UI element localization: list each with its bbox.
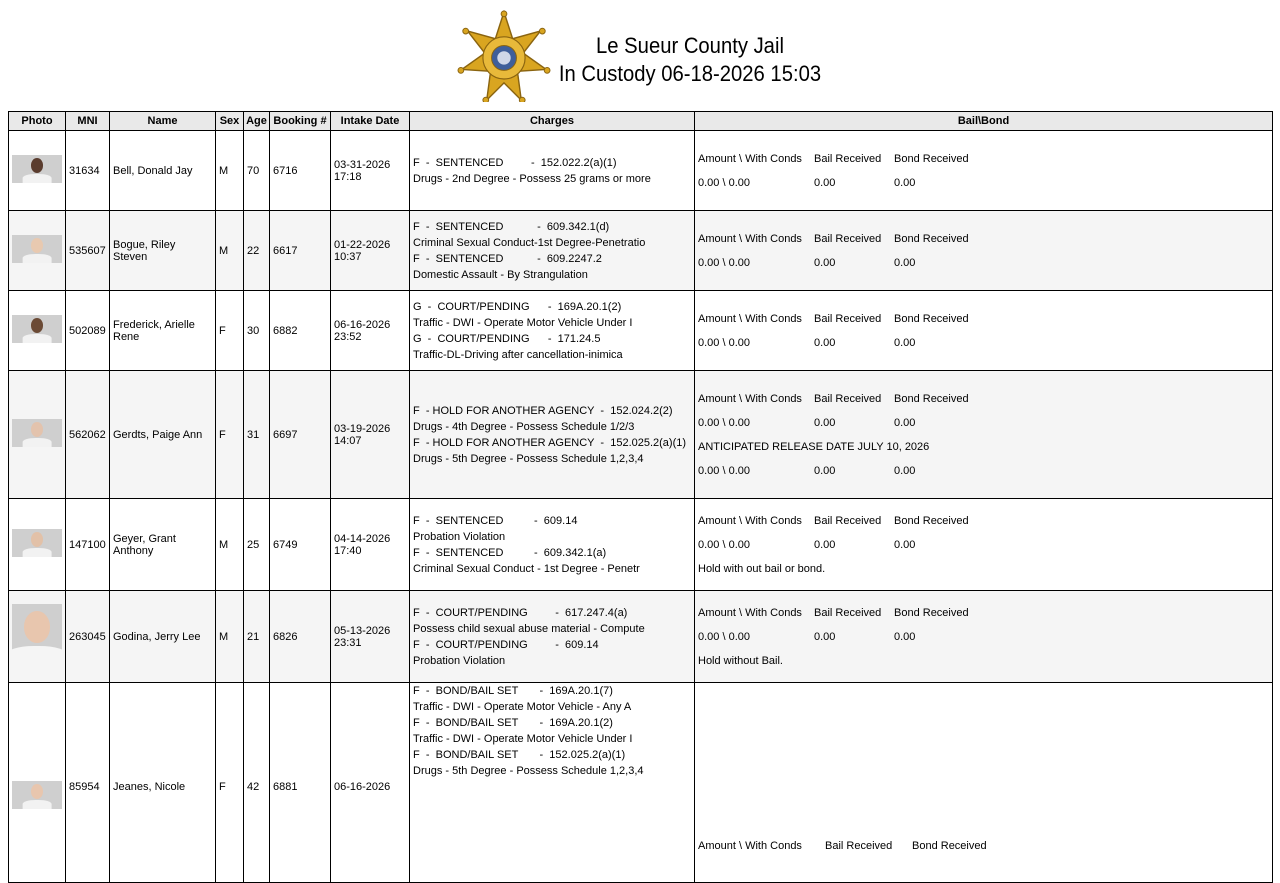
mni-cell: 263045: [66, 591, 110, 683]
bail-value-row: [698, 171, 1269, 195]
booking-cell: 6749: [270, 499, 331, 591]
bail-value-row: [698, 459, 1269, 483]
photo-cell: [9, 499, 66, 591]
age-cell: 21: [244, 591, 270, 683]
bail-note: ANTICIPATED RELEASE DATE JULY 10, 2026: [698, 440, 930, 453]
charge-status: F - BOND/BAIL SET - 169A.20.1(2): [413, 717, 613, 729]
bail-received-value: 0.00: [814, 630, 836, 643]
sex-cell: M: [216, 591, 244, 683]
bail-received-label: Bail Received: [825, 839, 893, 852]
photo-cell: [9, 291, 66, 371]
page-title: [543, 32, 837, 88]
bail-header-row: [698, 509, 1269, 533]
intake-date: 06-16-2026: [334, 318, 391, 331]
bail-bond-cell: [695, 591, 1273, 683]
bail-received-value: 0.00: [814, 176, 836, 189]
amount-label: Amount \ With Conds: [698, 606, 802, 619]
age-cell: 30: [244, 291, 270, 371]
bail-received-value: 0.00: [814, 336, 836, 349]
sex-cell: M: [216, 131, 244, 211]
charge-description: Traffic - DWI - Operate Motor Vehicle Under I: [413, 733, 633, 745]
bond-received-value: 0.00: [894, 256, 916, 269]
amount-label: Amount \ With Conds: [698, 392, 802, 405]
bail-value-row: [698, 331, 1269, 355]
col-bail-bond: Bail\Bond: [695, 112, 1273, 131]
charge-description: Drugs - 4th Degree - Possess Schedule 1/2/3: [413, 420, 635, 433]
bail-value-row: [698, 251, 1269, 275]
intake-date: 03-19-2026: [334, 422, 391, 435]
charge-description: Traffic-DL-Driving after cancellation-inimica: [413, 348, 623, 361]
bail-received-value: 0.00: [814, 256, 836, 269]
bond-received-value: 0.00: [894, 464, 916, 477]
charges-cell: [410, 131, 695, 211]
bail-header-row: [698, 387, 1269, 411]
bail-received-value: 0.00: [814, 416, 836, 429]
table-row: [9, 591, 1273, 683]
amount-label: Amount \ With Conds: [698, 152, 802, 165]
intake-time: 17:18: [334, 170, 362, 183]
charge-description: Possess child sexual abuse material - Compute: [413, 622, 645, 635]
bail-value-row: [698, 625, 1269, 649]
sex-cell: M: [216, 211, 244, 291]
booking-cell: 6697: [270, 371, 331, 499]
bail-received-label: Bail Received: [814, 232, 882, 245]
charge-description: Drugs - 5th Degree - Possess Schedule 1,2,3,4: [413, 452, 644, 465]
name-cell: Jeanes, Nicole: [110, 683, 216, 883]
sheriff-star-badge-icon: [456, 10, 552, 102]
charge-status: F - SENTENCED - 609.2247.2: [413, 252, 602, 265]
intake-time: 14:07: [334, 434, 362, 447]
charge-status: F - BOND/BAIL SET - 152.025.2(a)(1): [413, 749, 626, 761]
bail-header-row: [698, 227, 1269, 251]
amount-label: Amount \ With Conds: [698, 839, 802, 852]
intake-time: 23:52: [334, 330, 362, 343]
amount-value: 0.00 \ 0.00: [698, 256, 750, 269]
charge-description: Probation Violation: [413, 530, 506, 543]
charges-cell: [410, 683, 695, 883]
photo-cell: [9, 211, 66, 291]
sex-cell: F: [216, 683, 244, 883]
amount-value: 0.00 \ 0.00: [698, 176, 750, 189]
mni-cell: 85954: [66, 683, 110, 883]
bail-value-row: [698, 411, 1269, 435]
intake-date: 06-16-2026: [334, 781, 391, 793]
inmate-photo[interactable]: [12, 235, 62, 263]
bail-note: Hold without Bail.: [698, 654, 783, 667]
name-cell: Frederick, Arielle Rene: [110, 291, 216, 371]
inmate-photo[interactable]: [12, 155, 62, 183]
bond-received-label: Bond Received: [894, 606, 969, 619]
age-cell: 25: [244, 499, 270, 591]
intake-date: 05-13-2026: [334, 624, 391, 637]
sex-cell: F: [216, 371, 244, 499]
charge-description: Criminal Sexual Conduct-1st Degree-Penetratio: [413, 236, 646, 249]
bail-received-label: Bail Received: [814, 392, 882, 405]
charge-description: Drugs - 5th Degree - Possess Schedule 1,2,3,4: [413, 765, 644, 777]
bail-received-value: 0.00: [814, 464, 836, 477]
mni-cell: 31634: [66, 131, 110, 211]
charge-status: F - SENTENCED - 609.14: [413, 514, 578, 527]
intake-time: 10:37: [334, 250, 362, 263]
inmate-photo[interactable]: [12, 604, 62, 666]
age-cell: 31: [244, 371, 270, 499]
bond-received-label: Bond Received: [894, 232, 969, 245]
name-cell: Geyer, Grant Anthony: [110, 499, 216, 591]
bail-received-label: Bail Received: [814, 152, 882, 165]
bail-bond-cell: [695, 131, 1273, 211]
bond-received-label: Bond Received: [912, 839, 987, 852]
bail-value-row: [698, 533, 1269, 557]
title-custody-date: In Custody 06-18-2026 15:03: [558, 61, 822, 86]
charges-cell: [410, 291, 695, 371]
title-jail-name: Le Sueur County Jail: [596, 33, 784, 58]
bond-received-value: 0.00: [894, 336, 916, 349]
charge-description: Traffic - DWI - Operate Motor Vehicle - Any A: [413, 701, 632, 713]
photo-cell: [9, 683, 66, 883]
intake-cell: [331, 591, 410, 683]
amount-value: 0.00 \ 0.00: [698, 336, 750, 349]
bail-header-row: [698, 147, 1269, 171]
charge-description: Criminal Sexual Conduct - 1st Degree - Penetr: [413, 562, 640, 575]
table-row: [9, 371, 1273, 499]
charge-status: F - HOLD FOR ANOTHER AGENCY - 152.025.2(a)(1): [413, 436, 687, 449]
intake-cell: [331, 291, 410, 371]
intake-cell: [331, 211, 410, 291]
bail-received-label: Bail Received: [814, 514, 882, 527]
table-row: [9, 683, 1273, 883]
bail-bond-cell: [695, 211, 1273, 291]
charge-status: F - SENTENCED - 609.342.1(a): [413, 546, 607, 559]
intake-time: 17:40: [334, 544, 362, 557]
booking-cell: 6826: [270, 591, 331, 683]
col-mni: MNI: [66, 112, 110, 131]
charge-status: F - HOLD FOR ANOTHER AGENCY - 152.024.2(2): [413, 404, 673, 417]
amount-value: 0.00 \ 0.00: [698, 464, 750, 477]
bail-header-row: [698, 307, 1269, 331]
mni-cell: 535607: [66, 211, 110, 291]
bond-received-label: Bond Received: [894, 312, 969, 325]
sex-cell: F: [216, 291, 244, 371]
col-age: Age: [244, 112, 270, 131]
inmate-photo[interactable]: [12, 315, 62, 343]
booking-cell: 6617: [270, 211, 331, 291]
inmate-roster-table: [8, 111, 1273, 883]
charge-status: F - SENTENCED - 152.022.2(a)(1): [413, 156, 617, 169]
amount-label: Amount \ With Conds: [698, 514, 802, 527]
col-name: Name: [110, 112, 216, 131]
charge-status: G - COURT/PENDING - 171.24.5: [413, 332, 601, 345]
photo-cell: [9, 131, 66, 211]
table-row: [9, 211, 1273, 291]
name-cell: Bogue, Riley Steven: [110, 211, 216, 291]
photo-cell: [9, 591, 66, 683]
bond-received-label: Bond Received: [894, 514, 969, 527]
bail-bond-cell: [695, 499, 1273, 591]
bail-bond-cell: [695, 291, 1273, 371]
bail-header-row: [698, 834, 1269, 858]
bond-received-label: Bond Received: [894, 152, 969, 165]
photo-cell: [9, 371, 66, 499]
table-row: [9, 291, 1273, 371]
charge-status: F - SENTENCED - 609.342.1(d): [413, 220, 610, 233]
intake-cell: [331, 683, 410, 883]
inmate-photo[interactable]: [12, 781, 62, 809]
col-photo: Photo: [9, 112, 66, 131]
intake-time: 23:31: [334, 636, 362, 649]
charges-cell: [410, 591, 695, 683]
age-cell: 42: [244, 683, 270, 883]
col-sex: Sex: [216, 112, 244, 131]
charges-cell: [410, 499, 695, 591]
name-cell: Godina, Jerry Lee: [110, 591, 216, 683]
bail-note: Hold with out bail or bond.: [698, 562, 826, 575]
charge-status: F - BOND/BAIL SET - 169A.20.1(7): [413, 685, 613, 697]
intake-date: 01-22-2026: [334, 238, 391, 251]
intake-cell: [331, 371, 410, 499]
mni-cell: 502089: [66, 291, 110, 371]
charge-status: F - COURT/PENDING - 609.14: [413, 638, 599, 651]
charge-status: F - COURT/PENDING - 617.247.4(a): [413, 606, 628, 619]
intake-date: 03-31-2026: [334, 158, 391, 171]
col-booking: Booking #: [270, 112, 331, 131]
charge-description: Probation Violation: [413, 654, 506, 667]
amount-value: 0.00 \ 0.00: [698, 538, 750, 551]
bail-bond-cell: [695, 683, 1273, 883]
charge-description: Domestic Assault - By Strangulation: [413, 268, 588, 281]
charges-cell: [410, 211, 695, 291]
bond-received-value: 0.00: [894, 416, 916, 429]
bail-received-value: 0.00: [814, 538, 836, 551]
table-header-row: [9, 112, 1273, 131]
bond-received-label: Bond Received: [894, 392, 969, 405]
bail-header-row: [698, 601, 1269, 625]
charge-status: G - COURT/PENDING - 169A.20.1(2): [413, 300, 622, 313]
name-cell: Bell, Donald Jay: [110, 131, 216, 211]
intake-cell: [331, 131, 410, 211]
intake-cell: [331, 499, 410, 591]
table-row: [9, 499, 1273, 591]
bond-received-value: 0.00: [894, 176, 916, 189]
age-cell: 22: [244, 211, 270, 291]
booking-cell: 6881: [270, 683, 331, 883]
charge-description: Drugs - 2nd Degree - Possess 25 grams or more: [413, 172, 651, 185]
age-cell: 70: [244, 131, 270, 211]
bail-received-label: Bail Received: [814, 312, 882, 325]
col-charges: Charges: [410, 112, 695, 131]
inmate-photo[interactable]: [12, 419, 62, 447]
intake-date: 04-14-2026: [334, 532, 391, 545]
bail-bond-cell: [695, 371, 1273, 499]
col-intake-date: Intake Date: [331, 112, 410, 131]
mni-cell: 562062: [66, 371, 110, 499]
bond-received-value: 0.00: [894, 630, 916, 643]
charges-cell: [410, 371, 695, 499]
mni-cell: 147100: [66, 499, 110, 591]
bail-received-label: Bail Received: [814, 606, 882, 619]
amount-label: Amount \ With Conds: [698, 312, 802, 325]
table-row: [9, 131, 1273, 211]
charge-description: Traffic - DWI - Operate Motor Vehicle Under I: [413, 316, 633, 329]
amount-value: 0.00 \ 0.00: [698, 416, 750, 429]
booking-cell: 6882: [270, 291, 331, 371]
amount-label: Amount \ With Conds: [698, 232, 802, 245]
sex-cell: M: [216, 499, 244, 591]
bond-received-value: 0.00: [894, 538, 916, 551]
name-cell: Gerdts, Paige Ann: [110, 371, 216, 499]
inmate-photo[interactable]: [12, 529, 62, 557]
booking-cell: 6716: [270, 131, 331, 211]
page-header: [0, 0, 1280, 110]
amount-value: 0.00 \ 0.00: [698, 630, 750, 643]
